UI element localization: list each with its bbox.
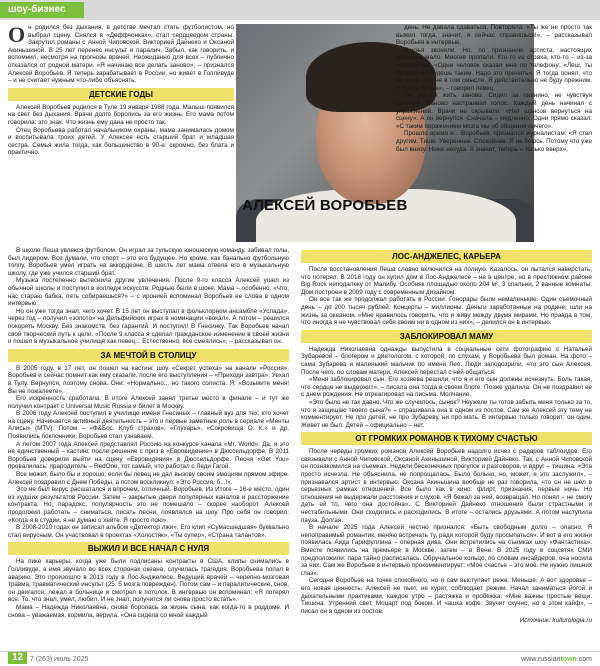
left-column <box>8 24 234 157</box>
paragraph: Он все так же продолжал работать в России. Гонорары были немаленькие. Один съемочный день – до 200 тысяч рублей. Концерты – миллионы. Деньги заработанные на родине, шли на жизнь за океаном. «Мне нравилось говорить, что я живу между двумя мирами. Но правда в том, что иногда я не чувствовал себя своим ни в одном из них», – делился он в интервью. <box>301 296 592 327</box>
heading-survived: ВЫЖИЛ И ВСЕ НАЧАЛ С НУЛЯ <box>8 542 289 555</box>
paragraph: После череды громких романов Алексей Воробьев надолго исчез с радаров таблоидов. Его связывали с Анной Чиповской, Оксаной Акиньшиной, Викторией Дайнеко. Так, с Анной Чиповской он познакомился на съемках. Недели бесконечных прогулок и разговоров, и вдруг – тишина. «Эта просто исчезла. Не объяснила, не попрощалась. Было больно, но, может, я это заслужил», – признавался артист в интервью. Оксана Акиньшина вообще не раз говорила, что он не шел в серьезных рамках отношений. Все было как в кино: флирт, признания, первые ночь. Но отношения не выдержали расстояния и слухов. «Я бежал за ней, возвращал. Но понял – не смогу дать ей то, чего она достойна». С Викторией Дайнеко отношения были страстными и нестабильными. Они сходились и расходились. В итоге – остались друзьями. А потом наступила пауза. Долгая. <box>301 448 592 524</box>
heading-capital: ЗА МЕЧТОЙ В СТОЛИЦУ <box>8 349 289 362</box>
paragraph: В школе Леша увлекся футболом. Он играл за тульскую юношескую команду, забивал голы, был лидером. Все думали, что спорт – это его будущее. Но кроме, как банально футбольную толпу, Воробьев умел играть на аккордеоне. В шесть лет мама отвела его в музыкальную школу, где уже учился старший брат. <box>8 247 289 277</box>
paragraph: Надежда Николаевна однажды выпустила в социальные сети фотографию с Натальей Зубаревой – блогером и диетологом, с которой, по слухам, у Воробьева был роман. На фото – сама Зубарева и маленький мальчик по имени Лео. Люди заподозрили, что это сын Алексея. После чего, по словам матери, Алексей перестал с ней общаться. <box>301 345 592 376</box>
heading-blocked-mom: ЗАБЛОКИРОВАЛ МАМУ <box>301 330 592 343</box>
right-column <box>396 24 592 153</box>
paragraph: Это не был вирус расшатался и впрочем, отличный. Воробьев. Из Итоге – 16-е место, один из худших результатов России. Затем – закрытые двери популярных каналов и рассторжение контракта. Но, парадокс, популярность это не помешало – скорее наоборот. Алексей продолжил работать – сниматься, писать песни, появлялся на шоу. Про себя он говорил: «Когда я в студии, я не думаю о хейте. Я просто пою». <box>8 486 289 524</box>
paragraph: Музыка постепенно вытеснила другие увлечения. После 9-го класса Алексей ушел из обычной школы и поступил в колледж искусств. Родные были в шоке. Мама – особенно. «Что, нас стараю бабка, пять собираешься?» – с иронией вспоминал Воробьев ее слова в одном интервью. <box>8 277 289 308</box>
paragraph: день. Не давала сдаваться. Повторяла: «Ты же не просто так выжил тогда, значит, и сейчас справишься!», – рассказывал Воробьев в интервью. <box>396 24 592 47</box>
paragraph: В 2008-2010 годах он записал альбом «Детектор лжи». Его клип «Сумасшедшая» буквально стал вирусным. Он участвовал в проектах «Холостяк», «Ты супер», «Страна талантов». <box>8 524 289 539</box>
paragraph: Он учился жить заново. Сидел за пианино, не чувствуя пальцев. Заново настраивал голос. Каждый день начинал с упражнений. Врачи не скрывали: «Нет шансов вернуться на сцену». А он вернулся. Сначала – медленно. Одни прямо сказал: «С таким поражением мозга мы об общении ничего». <box>396 92 592 130</box>
section-label: шоу-бизнес <box>0 2 84 18</box>
page-number: 12 <box>8 652 27 664</box>
paragraph: А летом 2007 года Алексей представлял Россию на конкурсе канала «Mr. World». Да, и это не единственный – кастинг, после решение с приз в «Евровидение» в Дюссельдорфе. В 2011 Воробьев доверили выйти на сцену «Евровидения» в Дюссельдорфе. Песня «Get You» провалилась: прародитель – RedOne, тот самый, что работал с Леди Гагой. <box>8 440 289 471</box>
photo-caption: АЛЕКСЕЙ ВОРОБЬЕВ <box>242 197 408 214</box>
intro-paragraph: н родился без дыхания, в детстве мечтал стать футболистом, но выбрал сцену. Снялся в «Деффчонках», стал сердцеедом страны. Закрутил романы с Анной Чиповской, Викторией Дайнеко и Оксаной Акиньшиной. В 25 лет перенес инсульт и паралич. Забыл, как говорить, и вспомнил, несмотря на прогнозы врачей. Неожиданно для всех – публично отказался от родной матери. «Я начинаю все делать заново», – признался Алексей Воробьев. Я теперь зарабатывает в России, но живет в Голливуде – и не считает нужным что-либо объяснять. <box>8 24 234 85</box>
paragraph: После восстановления Леша словно включился на полную. Казалось, он пытался наверстать, что потерял. В 2018 году он купил дом в Лос-Анджелесе – не в центре, но в престижном районе Big Rock неподалеку от Малибу. Особняк площадью около 204 м², 3 спальни, 2 ванные комнаты. Дом построен в 2009 году с современным дизайном. <box>301 266 592 296</box>
paragraph: Все может, было бы и хорошо, если бы певец не дал вызову своим эмоциям прямом эфире. Алексей поздравил с Днем Победы, а потом воскликнул: «Это Россия, б...!». <box>8 471 289 486</box>
paragraph: Сегодня Воробьев на точке спокойного, но и сам выступает реже. Меньше. А вот здоровье – его новая ценность. Алексей не пьет, не курит, соблюдает режим. Начал заниматься йогой и дыхательными практиками, каждое утро – растяжка и пробежка. «Мне важны простые вещи. Тишина. Утренний свет. Моцарт под боком. И чашка кофе. Звучит скучно, но в этом кайф», – писал он в одном из постов. <box>301 577 592 615</box>
paragraph: «Это было не так давно. Что же случилось, сынок? Неужели ты готов забыть меня только за то, что я защищаю твоего сына?» – спрашивала она в одном из постов. Сам же Алексей эту тему не комментирует. Не про детей, не про Зубареву, ни про мать. В интервью только говорит: он один. Живет не был. Детей – официально – нет. <box>301 398 592 429</box>
paragraph: В начале 2025 года Алексей честно признался: «Быть свободным долго – опасно. Я непоправимый романтик, меняю встречать ту, ради которой буду просыпаться». И вот в его жизни появилась Аида Гарифуллина – оперная дива. Они встретились на съемках шоу «Фантастика». Вместе появились на премьере в Москве, затем – в Вене. В 2025 году в соцсетях СМИ предположили: пара тайно расписалась. Обручальное кольцо, по словам инсайдеров, она носила за них. Сам же Воробьев в интервью прокомментирует: «Мое счастье – это мое. Не нужно лишних глаз». <box>301 524 592 577</box>
paragraph: Его искренность сработала. В итоге Алексей занял третье место в финале – и тут же получил контракт с Universal Music Russia и билет в Москву. <box>8 395 289 410</box>
issue-info: 7 (263) июль 2025 <box>30 656 89 663</box>
paragraph: Прошло время и... Воробьев, признался журналистам: «Я стал другим. Тише. Увереннее. Спокойнее. Я не боюсь. Потому что уже был внизу. Ниже некуда. А значит, теперь – только вверх». <box>396 130 592 153</box>
site-accent: town <box>560 656 577 663</box>
paragraph: Друзья звонили. Но, по признанию артиста, настоящих осталось мало. Многие пропали. Кто-то из страха, кто-то – из-за неудобства. «Одни человек сказал мне по телефону: «Леш, ты больше не будешь таким. Надо это принять». Я тогда понял, что он прав – но не в том смысле. Я действительно не буду прежним. Я стану лучше», – говорил певец. <box>396 46 592 92</box>
section-header-bar <box>0 0 600 20</box>
heading-childhood: ДЕТСКИЕ ГОДЫ <box>8 88 234 101</box>
drop-cap: О <box>8 22 26 47</box>
paragraph: Но он уже тогда знал, чего хочет. В 15 лет он выступал в фольклорном ансамбле «Услада», через год – получил «золото» на Дельфийских играх в номинации «вокал». А потом – решился покорять Москву. Без знакомств, без гарантий. И поступил! В Гнесинку. Так Воробьев начал свой творческий путь к цели. «После 9 класса я сделал гражданское изменение в своей жизни и пошел в музыкальное училище как певец... Естественно, все смеялись», – рассказывал он. <box>8 307 289 346</box>
footer-bar <box>0 651 600 666</box>
heading-quiet-happiness: ОТ ГРОМКИХ РОМАНОВ К ТИХОМУ СЧАСТЬЮ <box>301 432 592 445</box>
paragraph: «Меня заблокировал сын. Его хозяева решили, что я и его сын должны исчезнуть. Боль такая, что сердце не выдержит», – писала она тогда в своем блоге. Позже удалила. Он не поздравил ее с днем рождения. Не отреагировал на письма. Молчание. <box>301 376 592 399</box>
source-credit: Источник: kulturologia.ru <box>519 617 592 625</box>
site-url[interactable] <box>521 656 592 663</box>
paragraph: В 2006 году Алексей поступил в училище имени Гнесиных – главный вуз для тех, кто хочет на сцену. Начинается активный деятельность – это и первые заметные роль в сериале «Менты Алисы» (MTV). Потом – «Ф&Бос. Клуб страхов», «Глухарь», «Сокровища О. К.» и др. Появились поклонники. Воробьев стал узнаваем. <box>8 410 289 441</box>
paragraph: Мама – Надежда Николаевна, снова боролась за жизнь сына, как когда-то в роддоме. И снова – уважаемая, кормила, верила. «Она сидела со мной каждый <box>8 603 289 619</box>
heading-los-angeles: ЛОС-АНДЖЕЛЕС, КАРЬЕРА <box>301 250 592 263</box>
paragraph: На пике карьеры, когда уже были подписаны контракты в США, клипы снимались в Голливуде, а имя звучало во всех сторонах океана, случилась трагедия. Воробьева попал в аварию. Это произошло в 2013 году в Лос-Анджелесе. Ведущий врачей – черепно-мозговая травма, травматический инсульт (25. 5 мозга поврежден). Потом сам – и паралитические, снов, он двигался, лежал в больнице и смотрел в потолок. В интервью он вспоминал: «Я потерял все. То, что знал, умел, любил. И не знал, получится ли снова просто встать». <box>8 558 289 604</box>
paragraph: В 2005 году, в 17 лет, он пошел на кастинг шоу «Секрет успеха» на канале «Россия». Воробьев и сейчас помнит как ему сказали, после его выступления – «Приходи завтра». Уехал в Тулу. Вернулся, поэтому снова. Они: «Нормально... но такого солиста. Я: «Возьмите меня! Вы не пожалеете». <box>8 364 289 395</box>
paragraph: Отец Воробьева работал начальником охраны, мама занималась домом и воспитывала троих детей. У Алексея есть старший брат и младшая сестра. Семья жила тогда, как большинство в 90-е: скромно, без блата и практично. <box>8 126 234 157</box>
site-prefix: www.russian <box>521 656 561 663</box>
site-suffix: .com <box>576 656 592 663</box>
left-column-lower <box>8 247 289 619</box>
right-column-lower <box>301 247 592 625</box>
paragraph: Алексей Воробьев родился в Туле 19 января 1988 года. Малыш появился на свет без дыхания. Врачи долго боролись за его жизнь. Его мама потом говорила: это знак. Что жизнь ему дана не просто так. <box>8 103 234 126</box>
